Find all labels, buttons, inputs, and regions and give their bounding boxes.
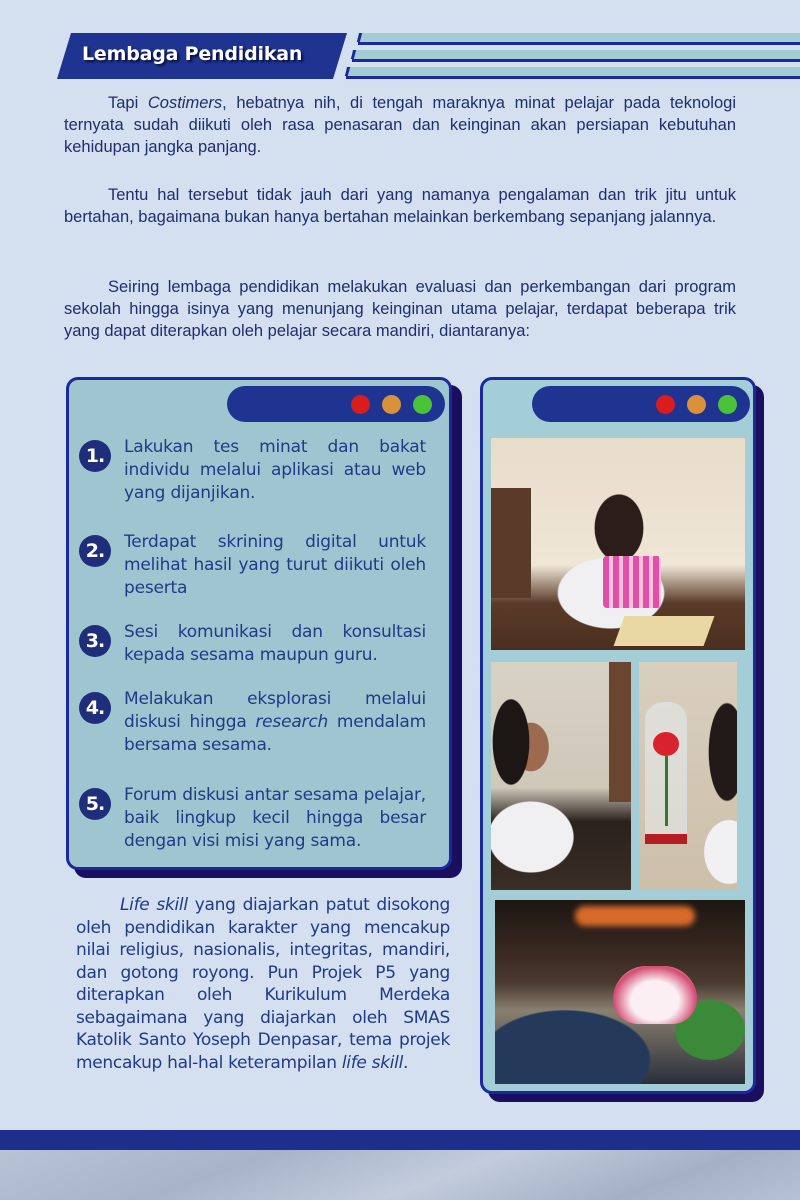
photo-detail (665, 756, 668, 826)
number-badge: 2. (79, 535, 111, 567)
tip-text (124, 688, 426, 757)
text: , hebatnya nih, di tengah maraknya minat pelajar pada teknologi ternyata sudah diikuti oleh rasa penasaran dan keinginan akan persiapan kebutuhan kehidupan jangka panjang. (64, 94, 736, 156)
text: . (403, 1052, 409, 1073)
italic-text: Costimers (147, 94, 223, 112)
tip-text: Lakukan tes minat dan bakat individu melalui aplikasi atau web yang dijanjikan. (124, 437, 426, 503)
tip-text: Forum diskusi antar sesama pelajar, baik lingkup kecil hingga besar dengan visi misi yang sama. (124, 785, 426, 851)
decorative-stripe (346, 67, 800, 79)
photo-detail (645, 834, 687, 844)
photo-detail (613, 966, 697, 1024)
photo-detail (575, 906, 695, 926)
photo-lotus-craft (495, 900, 745, 1084)
text: Tentu hal tersebut tidak jauh dari yang namanya pengalaman dan trik jitu untuk bertahan, bagaimana bukan hanya bertahan melainkan berkembang sepanjang jalannya. (64, 186, 736, 226)
text: mendalam bersama sesama. (124, 712, 426, 755)
intro-paragraph-2 (64, 184, 736, 228)
minimize-dot-icon (687, 395, 706, 414)
text: Tapi (108, 94, 148, 112)
intro-paragraph-3 (64, 276, 736, 342)
text: Seiring lembaga pendidikan melakukan evaluasi dan perkembangan dari program sekolah hingga isinya yang menunjang keinginan utama pelajar, terdapat beberapa trik yang dapat diterapkan oleh pelajar secara mandiri, diantaranya: (64, 278, 736, 340)
photo-card (480, 377, 756, 1094)
decorative-stripe (352, 50, 800, 62)
photo-detail (491, 488, 531, 598)
number-badge: 5. (79, 788, 111, 820)
text: Melakukan eksplorasi melalui diskusi hingga (124, 689, 426, 732)
closing-paragraph (76, 894, 450, 1074)
close-dot-icon (351, 395, 370, 414)
tip-text: Terdapat skrining digital untuk melihat hasil yang turut diikuti oleh peserta (124, 532, 426, 598)
photo-rose-jar (639, 662, 737, 890)
number-badge: 3. (79, 625, 111, 657)
decorative-stripe (358, 33, 800, 45)
number-badge: 1. (79, 440, 111, 472)
text: yang diajarkan patut disokong oleh pendidikan karakter yang mencakup nilai religius, nasionalis, integritas, mandiri, dan gotong royong. Pun Projek P5 yang diterapkan oleh Kurikulum Merdeka sebagaimana yang diajarkan oleh SMAS Katolik Santo Yoseph Denpasar, tema projek mencakup hal-hal keterampilan (76, 895, 450, 1073)
page-title: Lembaga Pendidikan (82, 43, 303, 65)
number-badge: 4. (79, 692, 111, 724)
window-titlebar (532, 386, 750, 422)
photo-detail (609, 662, 631, 802)
italic-text: research (255, 712, 329, 732)
italic-text: life skill (341, 1052, 404, 1073)
close-dot-icon (656, 395, 675, 414)
minimize-dot-icon (382, 395, 401, 414)
photo-detail (603, 556, 661, 608)
tip-text: Sesi komunikasi dan konsultasi kepada sesama maupun guru. (124, 622, 426, 665)
photo-student-cutting (491, 662, 631, 890)
italic-text: Life skill (120, 895, 188, 915)
photo-detail (653, 732, 679, 756)
photo-student-crafting-box (491, 438, 745, 650)
window-titlebar (227, 386, 445, 422)
footer-band (0, 1130, 800, 1150)
maximize-dot-icon (413, 395, 432, 414)
intro-paragraph-1 (64, 92, 736, 158)
section-header (0, 0, 800, 90)
photo-detail (614, 616, 715, 646)
footer-texture (0, 1150, 800, 1200)
maximize-dot-icon (718, 395, 737, 414)
tips-card (66, 377, 452, 870)
